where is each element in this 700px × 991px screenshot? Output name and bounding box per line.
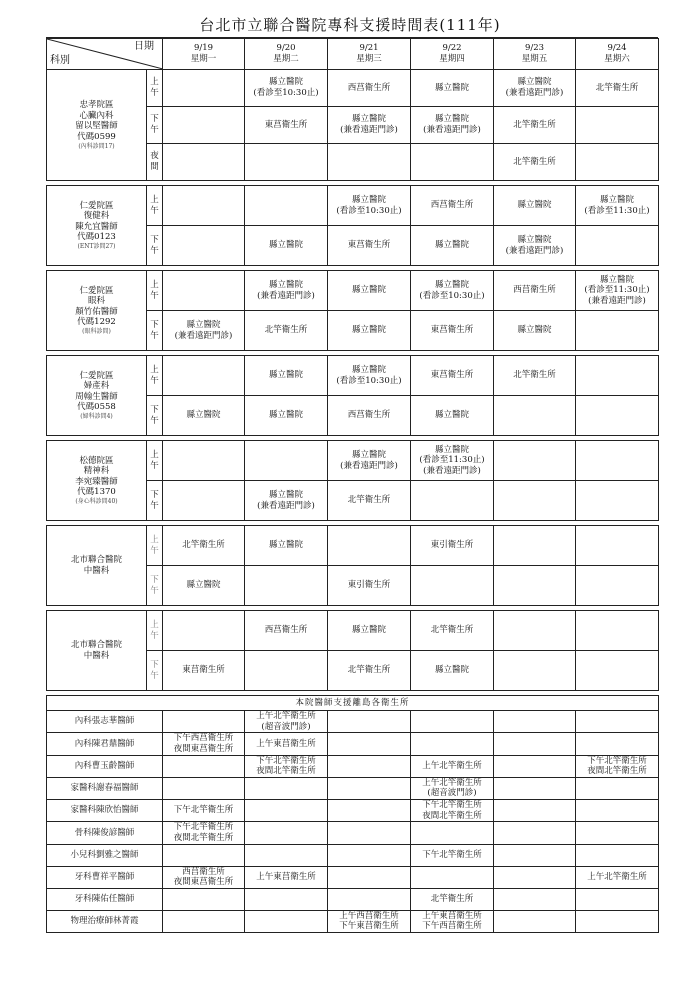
schedule-cell: 北竿衛生所 (576, 70, 659, 107)
schedule-cell: 縣立醫院 (411, 226, 494, 266)
doctor-name: 內科曹玉齡醫師 (47, 755, 163, 777)
support-cell (576, 711, 659, 733)
schedule-cell: 北竿衛生所 (328, 651, 411, 691)
support-cell (163, 888, 245, 910)
department-line: 松德院區 (79, 455, 114, 466)
schedule-cell: 北竿衛生所 (494, 356, 576, 396)
schedule-cell: 縣立醫院 (245, 226, 328, 266)
department-line: 忠孝院區 (79, 100, 114, 110)
schedule-cell: 縣立醫院 (494, 186, 576, 226)
support-cell (245, 777, 328, 799)
day-header (163, 39, 245, 70)
day-weekday: 星期四 (439, 54, 465, 64)
support-cell (576, 733, 659, 755)
support-cell: 上午東莒衛生所 (245, 866, 328, 888)
schedule-cell: 西莒衛生所 (411, 186, 494, 226)
department-cell (47, 70, 147, 181)
support-cell (328, 844, 411, 866)
schedule-cell: 縣立醫院 (245, 526, 328, 566)
page-title: 台北市立聯合醫院專科支援時間表(111年) (199, 16, 501, 34)
support-cell: 下午北竿衛生所 夜間北竿衛生所 (163, 822, 245, 844)
support-cell (245, 844, 328, 866)
doctor-row (47, 822, 659, 844)
day-header (411, 39, 494, 70)
support-cell (576, 822, 659, 844)
support-cell (163, 844, 245, 866)
support-cell (163, 777, 245, 799)
period-cell: 夜 間 (147, 144, 163, 181)
schedule-cell (411, 481, 494, 521)
schedule-cell (328, 526, 411, 566)
support-cell (245, 822, 328, 844)
day-header (328, 39, 411, 70)
support-cell: 上午北竿衛生所 (超音波門診) (245, 711, 328, 733)
support-cell: 上午東莒衛生所 (245, 733, 328, 755)
department-line: 婦產科 (83, 381, 110, 392)
schedule-cell: 北竿衛生所 (494, 107, 576, 144)
schedule-cell: 西莒衛生所 (328, 396, 411, 436)
schedule-cell (245, 186, 328, 226)
schedule-cell: 縣立醫院 (163, 396, 245, 436)
support-cell (328, 822, 411, 844)
schedule-cell: 北竿衛生所 (411, 611, 494, 651)
schedule-cell: 東莒衛生所 (245, 107, 328, 144)
support-cell: 下午北竿衛生所 夜間北竿衛生所 (576, 755, 659, 777)
schedule-cell (163, 271, 245, 311)
department-cell (47, 441, 147, 521)
schedule-table (46, 38, 659, 933)
schedule-cell (163, 356, 245, 396)
schedule-cell (163, 441, 245, 481)
department-line: 北市聯合醫院 (70, 639, 122, 650)
schedule-cell: 縣立醫院 (看診至11:30止) (576, 186, 659, 226)
support-cell (328, 888, 411, 910)
section2-title: 本院醫師支援離島各衛生所 (47, 696, 659, 711)
schedule-row (47, 186, 659, 226)
doctor-name: 牙科陳佑任醫師 (47, 888, 163, 910)
department-note: (眼科診間) (82, 328, 111, 335)
schedule-cell: 縣立醫院 (411, 651, 494, 691)
schedule-cell (576, 481, 659, 521)
department-line: 心臟內科 (79, 110, 114, 121)
period-cell: 上 午 (147, 271, 163, 311)
support-cell (328, 866, 411, 888)
schedule-cell: 縣立醫院 (看診至11:30止) (兼看遠距門診) (576, 271, 659, 311)
day-weekday: 星期三 (356, 54, 382, 64)
schedule-cell (163, 107, 245, 144)
day-header (576, 39, 659, 70)
support-cell (245, 800, 328, 822)
department-note: (身心科診間40) (75, 498, 118, 505)
doctor-row (47, 755, 659, 777)
schedule-cell (576, 651, 659, 691)
schedule-cell (163, 70, 245, 107)
department-cell (47, 526, 147, 606)
support-cell (494, 777, 576, 799)
doctor-row (47, 777, 659, 799)
support-cell: 上午東莒衛生所 下午西莒衛生所 (411, 910, 494, 932)
support-cell: 下午北竿衛生所 夜間北竿衛生所 (411, 800, 494, 822)
period-cell: 下 午 (147, 311, 163, 351)
support-cell (494, 733, 576, 755)
support-cell: 上午北竿衛生所 (411, 755, 494, 777)
schedule-cell (494, 396, 576, 436)
schedule-cell: 東引衛生所 (328, 566, 411, 606)
support-cell (163, 755, 245, 777)
support-cell: 下午北竿衛生所 (163, 800, 245, 822)
schedule-cell: 東莒衛生所 (163, 651, 245, 691)
schedule-cell (494, 441, 576, 481)
department-cell (47, 271, 147, 351)
doctor-row (47, 844, 659, 866)
doctor-name: 骨科陳俊諺醫師 (47, 822, 163, 844)
period-cell: 上 午 (147, 441, 163, 481)
schedule-cell (163, 144, 245, 181)
department-line: 代碼0123 (77, 232, 116, 243)
period-cell: 下 午 (147, 651, 163, 691)
support-cell (411, 711, 494, 733)
day-weekday: 星期五 (521, 54, 548, 64)
schedule-cell: 縣立醫院 (411, 396, 494, 436)
department-line: 中醫科 (83, 650, 110, 661)
period-cell: 上 午 (147, 186, 163, 226)
schedule-cell (163, 611, 245, 651)
doctor-row (47, 888, 659, 910)
schedule-cell: 縣立醫院 (看診至10:30止) (328, 186, 411, 226)
department-line: 周翰生醫師 (75, 391, 118, 402)
department-line: 代碼1292 (77, 317, 116, 328)
day-header (245, 39, 328, 70)
support-cell (411, 822, 494, 844)
schedule-cell: 縣立醫院 (245, 396, 328, 436)
schedule-cell (245, 144, 328, 181)
schedule-cell (576, 226, 659, 266)
schedule-cell: 縣立醫院 (兼看遠距門診) (245, 271, 328, 311)
period-cell: 下 午 (147, 481, 163, 521)
doctor-row (47, 800, 659, 822)
period-cell: 下 午 (147, 107, 163, 144)
schedule-cell (576, 566, 659, 606)
schedule-cell (245, 651, 328, 691)
support-cell: 下午北竿衛生所 (411, 844, 494, 866)
schedule-cell: 縣立醫院 (兼看遠距門診) (494, 226, 576, 266)
period-cell: 上 午 (147, 356, 163, 396)
schedule-cell: 東莒衛生所 (328, 226, 411, 266)
doctor-name: 小兒科劉雅之醫師 (47, 844, 163, 866)
department-cell (47, 356, 147, 436)
support-cell (494, 888, 576, 910)
support-cell (494, 822, 576, 844)
support-cell (576, 777, 659, 799)
schedule-cell: 縣立醫院 (494, 311, 576, 351)
schedule-cell (163, 481, 245, 521)
department-line: 仁愛院區 (79, 200, 114, 211)
support-cell (328, 733, 411, 755)
support-cell (411, 733, 494, 755)
day-weekday: 星期一 (190, 54, 217, 64)
schedule-cell: 北竿衛生所 (245, 311, 328, 351)
schedule-row (47, 70, 659, 107)
schedule-cell: 縣立醫院 (兼看遠距門診) (494, 70, 576, 107)
period-cell: 上 午 (147, 70, 163, 107)
day-weekday: 星期六 (604, 54, 630, 64)
support-cell (494, 866, 576, 888)
schedule-cell: 縣立醫院 (看診至10:30止) (328, 356, 411, 396)
schedule-row (47, 271, 659, 311)
support-cell (163, 711, 245, 733)
schedule-cell: 縣立醫院 (兼看遠距門診) (411, 107, 494, 144)
schedule-cell (163, 226, 245, 266)
schedule-cell: 縣立醫院 (328, 311, 411, 351)
schedule-cell: 東莒衛生所 (411, 356, 494, 396)
schedule-cell: 西莒衛生所 (245, 611, 328, 651)
schedule-cell (494, 526, 576, 566)
day-date: 9/21 (359, 43, 379, 54)
schedule-cell (245, 566, 328, 606)
doctor-name: 內科陳君鼎醫師 (47, 733, 163, 755)
schedule-cell (494, 481, 576, 521)
support-cell: 下午北竿衛生所 夜間北竿衛生所 (245, 755, 328, 777)
department-line: 仁愛院區 (79, 285, 114, 296)
day-header (494, 39, 576, 70)
support-cell (245, 910, 328, 932)
support-cell: 西莒衛生所 夜間東莒衛生所 (163, 866, 245, 888)
header-corner (47, 39, 163, 70)
support-cell (494, 755, 576, 777)
schedule-cell: 縣立醫院 (328, 271, 411, 311)
schedule-cell: 北竿衛生所 (494, 144, 576, 181)
schedule-cell: 縣立醫院 (看診至11:30止) (兼看遠距門診) (411, 441, 494, 481)
doctor-name: 家醫科謝春福醫師 (47, 777, 163, 799)
schedule-cell: 西莒衛生所 (328, 70, 411, 107)
department-line: 顏竹佑醫師 (75, 306, 118, 317)
schedule-cell (411, 144, 494, 181)
schedule-cell (411, 566, 494, 606)
department-cell (47, 611, 147, 691)
doctor-name: 物理治療師林菁霞 (47, 910, 163, 932)
doctor-name: 內科張志華醫師 (47, 711, 163, 733)
schedule-cell (163, 186, 245, 226)
department-line: 仁愛院區 (79, 370, 114, 381)
day-date: 9/22 (442, 43, 462, 54)
schedule-cell (576, 526, 659, 566)
support-cell (576, 888, 659, 910)
schedule-cell (576, 396, 659, 436)
schedule-cell (576, 144, 659, 181)
doctor-name: 家醫科陳欣怡醫師 (47, 800, 163, 822)
department-line: 代碼1370 (77, 487, 116, 498)
support-cell (576, 844, 659, 866)
support-cell: 下午西莒衛生所 夜間東莒衛生所 (163, 733, 245, 755)
support-cell (494, 800, 576, 822)
schedule-cell: 縣立醫院 (328, 611, 411, 651)
day-weekday: 星期二 (273, 54, 299, 64)
support-cell (328, 711, 411, 733)
schedule-cell: 縣立醫院 (兼看遠距門診) (163, 311, 245, 351)
schedule-cell: 縣立醫院 (411, 70, 494, 107)
department-cell (47, 186, 147, 266)
day-date: 9/23 (524, 43, 545, 54)
department-line: 精神科 (83, 466, 110, 477)
schedule-cell: 縣立醫院 (兼看遠距門診) (245, 481, 328, 521)
schedule-row (47, 526, 659, 566)
schedule-cell: 東引衛生所 (411, 526, 494, 566)
schedule-cell: 東莒衛生所 (411, 311, 494, 351)
dept-label: 科別 (50, 54, 70, 66)
department-line: 眼科 (87, 296, 105, 307)
department-line: 陳允宜醫師 (75, 221, 118, 232)
support-cell (328, 800, 411, 822)
department-line: 代碼0599 (77, 131, 116, 142)
support-cell (576, 800, 659, 822)
schedule-cell: 縣立醫院 (兼看遠距門診) (328, 441, 411, 481)
support-cell (328, 755, 411, 777)
period-cell: 下 午 (147, 566, 163, 606)
department-line: 代碼0558 (77, 402, 116, 413)
department-line: 留以堅醫師 (75, 121, 118, 132)
schedule-cell (494, 566, 576, 606)
schedule-cell (576, 356, 659, 396)
schedule-row (47, 611, 659, 651)
department-line: 中醫科 (83, 565, 110, 576)
day-date: 9/20 (276, 43, 296, 54)
header-row (47, 39, 659, 70)
department-line: 北市聯合醫院 (70, 554, 122, 565)
support-cell (576, 910, 659, 932)
department-line: 李宛臻醫師 (75, 476, 118, 487)
support-cell: 上午北竿衛生所 (超音波門診) (411, 777, 494, 799)
support-cell (163, 910, 245, 932)
doctor-row (47, 910, 659, 932)
support-cell: 上午西莒衛生所 下午東莒衛生所 (328, 910, 411, 932)
schedule-cell: 縣立醫院 (163, 566, 245, 606)
period-cell: 上 午 (147, 611, 163, 651)
support-cell (494, 711, 576, 733)
period-cell: 上 午 (147, 526, 163, 566)
schedule-cell: 縣立醫院 (看診至10:30止) (245, 70, 328, 107)
schedule-row (47, 441, 659, 481)
support-cell (494, 844, 576, 866)
schedule-cell: 縣立醫院 (兼看遠距門診) (328, 107, 411, 144)
schedule-cell (328, 144, 411, 181)
schedule-row (47, 356, 659, 396)
support-cell: 上午北竿衛生所 (576, 866, 659, 888)
day-date: 9/24 (607, 43, 627, 54)
schedule-cell: 縣立醫院 (245, 356, 328, 396)
department-note: (ENT診間27) (77, 243, 116, 250)
date-label: 日期 (134, 41, 154, 52)
schedule-cell (576, 107, 659, 144)
department-note: (內科診間17) (78, 142, 115, 150)
schedule-cell (576, 441, 659, 481)
period-cell: 下 午 (147, 396, 163, 436)
doctor-row (47, 711, 659, 733)
department-note: (婦科診間4) (80, 413, 113, 420)
schedule-cell (576, 611, 659, 651)
schedule-cell (494, 651, 576, 691)
schedule-cell: 縣立醫院 (看診至10:30止) (411, 271, 494, 311)
schedule-cell: 西莒衛生所 (494, 271, 576, 311)
schedule-cell: 北竿衛生所 (328, 481, 411, 521)
day-date: 9/19 (193, 43, 214, 54)
schedule-cell (494, 611, 576, 651)
doctor-row (47, 866, 659, 888)
schedule-cell: 北竿衛生所 (163, 526, 245, 566)
support-cell: 北竿衛生所 (411, 888, 494, 910)
support-cell (494, 910, 576, 932)
support-cell (245, 888, 328, 910)
section2-title-row (47, 696, 659, 711)
schedule-cell (245, 441, 328, 481)
support-cell (328, 777, 411, 799)
department-line: 復健科 (83, 211, 110, 222)
doctor-name: 牙科曹祥平醫師 (47, 866, 163, 888)
support-cell (411, 866, 494, 888)
schedule-cell (576, 311, 659, 351)
doctor-row (47, 733, 659, 755)
period-cell: 下 午 (147, 226, 163, 266)
